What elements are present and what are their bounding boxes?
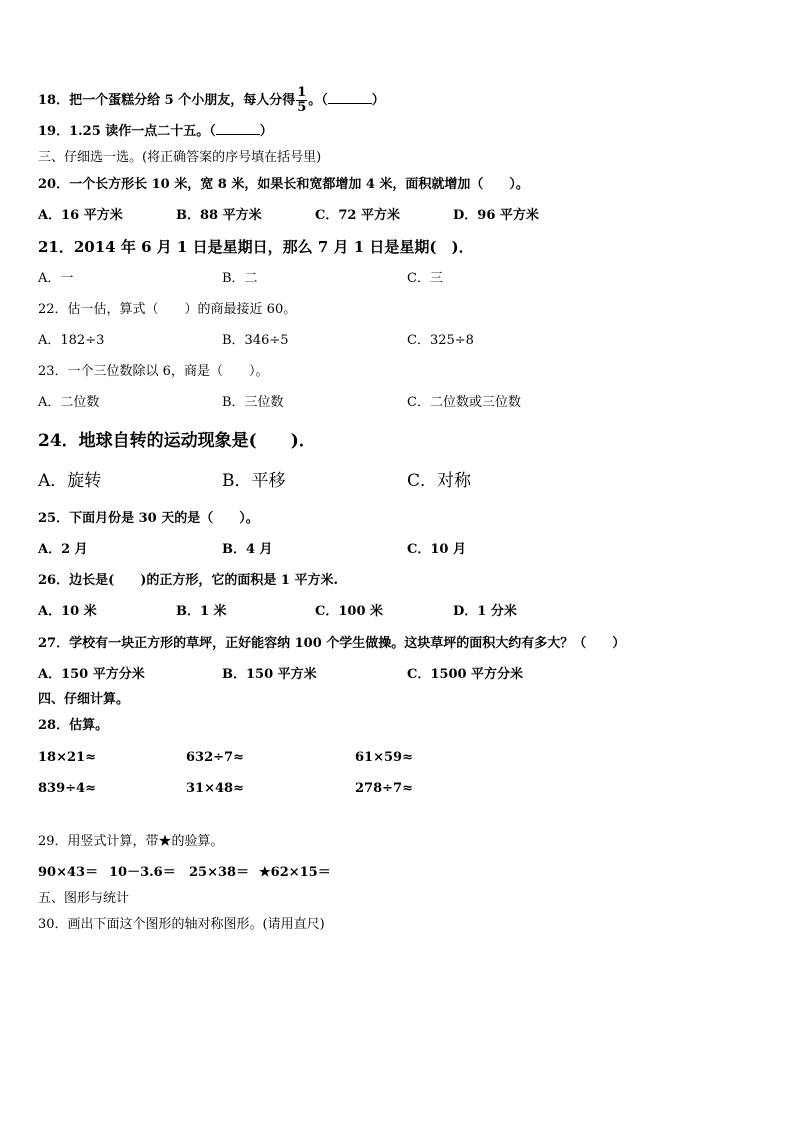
question-25: 25．下面月份是 30 天的是（ ）。: [38, 511, 259, 526]
option-a[interactable]: A．150 平方分米: [38, 667, 145, 682]
question-text: 把一个蛋糕分给 5 个小朋友，每人分得: [69, 93, 296, 108]
option-d[interactable]: D．1 分米: [453, 604, 517, 619]
question-23: 23．一个三位数除以 6，商是（ ）。: [38, 364, 269, 379]
answer-blank[interactable]: [216, 124, 260, 135]
option-b[interactable]: B．三位数: [222, 395, 284, 410]
estimate-item: 18×21≈: [38, 750, 96, 765]
option-c[interactable]: C．100 米: [315, 604, 384, 619]
option-c[interactable]: C．二位数或三位数: [407, 395, 521, 410]
question-30: 30．画出下面这个图形的轴对称图形。(请用直尺): [38, 917, 325, 932]
option-b[interactable]: B．4 月: [222, 542, 273, 557]
calc-item: 10－3.6＝: [109, 865, 176, 880]
option-a[interactable]: A．10 米: [38, 604, 97, 619]
option-c[interactable]: C．72 平方米: [315, 208, 400, 223]
fraction-denominator: 5: [297, 100, 307, 115]
estimate-item: 632÷7≈: [186, 750, 244, 765]
estimate-item: 278÷7≈: [355, 781, 413, 796]
section-heading-4: 四、仔细计算。: [38, 692, 130, 707]
section-heading-5: 五、图形与统计: [38, 891, 130, 906]
question-27: 27．学校有一块正方形的草坪，正好能容纳 100 个学生做操。这块草坪的面积大约有多大？（ ）: [38, 636, 626, 651]
question-26: 26．边长是( )的正方形，它的面积是 1 平方米.: [38, 573, 339, 588]
question-28: 28．估算。: [38, 718, 109, 733]
option-b[interactable]: B．二: [222, 271, 258, 286]
calc-item: 90×43＝: [38, 865, 99, 880]
option-a[interactable]: A．2 月: [38, 542, 88, 557]
option-c[interactable]: C．对称: [407, 471, 472, 491]
question-number: 18．: [38, 93, 70, 108]
option-b[interactable]: B．88 平方米: [176, 208, 262, 223]
answer-blank[interactable]: [328, 93, 372, 104]
option-a[interactable]: A．二位数: [38, 395, 100, 410]
question-20: 20．一个长方形长 10 米，宽 8 米，如果长和宽都增加 4 米，面积就增加（ ）。: [38, 177, 529, 192]
closing-paren: ）: [259, 124, 273, 139]
question-21: 21．2014 年 6 月 1 日是星期日，那么 7 月 1 日是星期( )．: [38, 238, 474, 256]
question-number: 19．: [38, 124, 70, 139]
closing-paren: ）: [371, 93, 385, 108]
option-a[interactable]: A．一: [38, 271, 74, 286]
question-29: 29．用竖式计算，带★的验算。: [38, 834, 224, 849]
question-18: [38, 86, 385, 115]
option-a[interactable]: A．182÷3: [38, 333, 105, 348]
option-c[interactable]: C．10 月: [407, 542, 466, 557]
fraction-numerator: 1: [297, 85, 307, 100]
estimate-item: 31×48≈: [186, 781, 244, 796]
estimate-item: 61×59≈: [355, 750, 413, 765]
option-b[interactable]: B．平移: [222, 471, 286, 491]
option-a[interactable]: A．旋转: [38, 471, 102, 491]
section-heading-3: 三、仔细选一选。(将正确答案的序号填在括号里): [38, 150, 322, 165]
option-d[interactable]: D．96 平方米: [453, 208, 539, 223]
question-24: 24．地球自转的运动现象是( )．: [38, 431, 316, 451]
question-19: [38, 124, 273, 140]
question-22: 22．估一估，算式（ ）的商最接近 60。: [38, 302, 297, 317]
option-b[interactable]: B．150 平方米: [222, 667, 317, 682]
option-c[interactable]: C．325÷8: [407, 333, 474, 348]
estimate-item: 839÷4≈: [38, 781, 96, 796]
question-text: 1.25 读作一点二十五。（: [69, 124, 216, 139]
calc-item: ★62×15＝: [259, 865, 331, 880]
option-c[interactable]: C．1500 平方分米: [407, 667, 524, 682]
option-a[interactable]: A．16 平方米: [38, 208, 123, 223]
option-b[interactable]: B．346÷5: [222, 333, 289, 348]
option-c[interactable]: C．三: [407, 271, 443, 286]
option-b[interactable]: B．1 米: [176, 604, 227, 619]
fraction: [296, 86, 307, 115]
question-text-tail: 。（: [308, 93, 328, 108]
calc-item: 25×38＝: [189, 865, 250, 880]
